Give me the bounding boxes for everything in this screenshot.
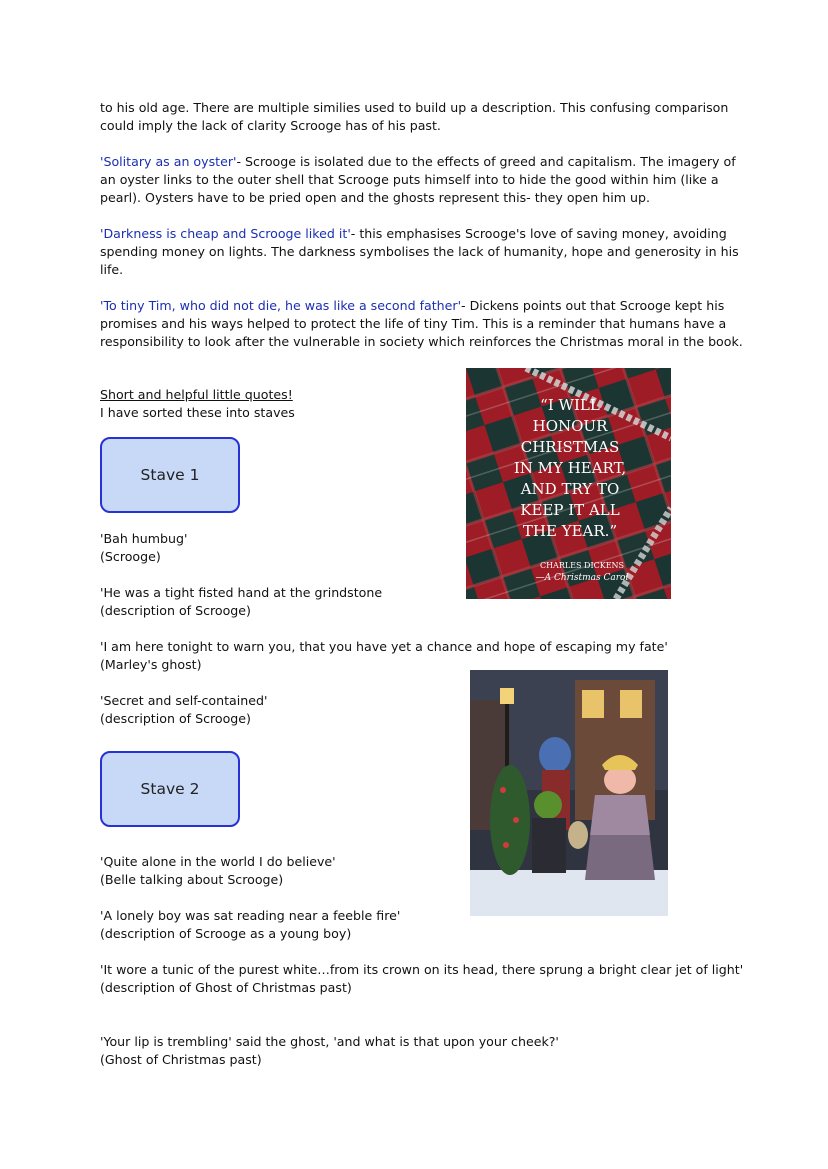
- poster-work: —A Christmas Carol: [535, 573, 629, 583]
- section-heading: Short and helpful little quotes!: [100, 387, 293, 402]
- text-line: an oyster links to the outer shell that Scrooge puts himself into to hide the good within him (like a: [100, 172, 719, 187]
- text-line: spending money on lights. The darkness symbolises the lack of humanity, hope and generosity in his: [100, 244, 739, 259]
- stave-1-box: [100, 437, 240, 513]
- paragraph-darkness: [100, 225, 739, 279]
- quote-speaker: (description of Scrooge): [100, 603, 251, 618]
- quote-item: [100, 1033, 559, 1069]
- poster-line: “I WILL: [540, 396, 600, 414]
- quote-item: [100, 638, 668, 674]
- poster-line: KEEP IT ALL: [520, 501, 620, 519]
- poster-line: CHRISTMAS: [520, 438, 620, 456]
- analysis-text: - Dickens points out that Scrooge kept his: [461, 298, 725, 313]
- paragraph-tiny-tim: [100, 297, 743, 351]
- paragraph-oyster: [100, 153, 736, 207]
- text-line: responsibility to look after the vulnerable in society which reinforces the Christmas moral in the book.: [100, 334, 743, 349]
- quote-text: 'Your lip is trembling' said the ghost, 'and what is that upon your cheek?': [100, 1034, 559, 1049]
- quote-speaker: (description of Ghost of Christmas past): [100, 980, 352, 995]
- quote-speaker: (Marley's ghost): [100, 657, 202, 672]
- quote-item: [100, 530, 187, 566]
- stave-label: Stave 2: [140, 780, 200, 798]
- stave-label: Stave 1: [140, 466, 200, 484]
- poster-line: HONOUR: [532, 417, 608, 435]
- christmas-quote-poster-image: [466, 368, 671, 599]
- text-line: life.: [100, 262, 124, 277]
- poster-line: IN MY HEART,: [513, 459, 627, 477]
- poster-line: AND TRY TO: [520, 480, 620, 498]
- quote-speaker: (description of Scrooge): [100, 711, 251, 726]
- quote-text: 'It wore a tunic of the purest white…from its crown on its head, there sprung a bright clear jet of light': [100, 962, 744, 977]
- text-line: promises and his ways helped to protect the life of tiny Tim. This is a reminder that humans have a: [100, 316, 727, 331]
- quote-speaker: (Belle talking about Scrooge): [100, 872, 284, 887]
- poster-line: THE YEAR.”: [522, 522, 618, 540]
- quote-item: [100, 584, 382, 620]
- paragraph-intro: [100, 99, 728, 135]
- quote-speaker: (description of Scrooge as a young boy): [100, 926, 352, 941]
- analysis-text: - this emphasises Scrooge's love of saving money, avoiding: [350, 226, 727, 241]
- quote-item: [100, 692, 267, 728]
- quote-text: 'To tiny Tim, who did not die, he was like a second father': [100, 298, 462, 313]
- poster-author: CHARLES DICKENS: [539, 561, 625, 570]
- stave-2-box: [100, 751, 240, 827]
- text-line: to his old age. There are multiple similies used to build up a description. This confusing comparison: [100, 100, 729, 115]
- quote-item: [100, 853, 336, 889]
- quote-text: 'Quite alone in the world I do believe': [100, 854, 336, 869]
- text-line: pearl). Oysters have to be pried open and the ghosts represent this- they open him up.: [100, 190, 651, 205]
- quote-item: [100, 961, 743, 997]
- section-subheading: I have sorted these into staves: [100, 405, 295, 420]
- quote-text: 'Bah humbug': [100, 531, 188, 546]
- quotes-section-header: [100, 386, 295, 422]
- quote-text: 'Solitary as an oyster': [100, 154, 237, 169]
- quote-item: [100, 907, 400, 943]
- analysis-text: - Scrooge is isolated due to the effects of greed and capitalism. The imagery of: [236, 154, 736, 169]
- quote-speaker: (Scrooge): [100, 549, 161, 564]
- quote-text: 'Darkness is cheap and Scrooge liked it': [100, 226, 351, 241]
- quote-text: 'Secret and self-contained': [100, 693, 268, 708]
- quote-text: 'I am here tonight to warn you, that you have yet a chance and hope of escaping my fate': [100, 639, 668, 654]
- quote-text: 'He was a tight fisted hand at the grindstone: [100, 585, 383, 600]
- quote-text: 'A lonely boy was sat reading near a feeble fire': [100, 908, 401, 923]
- muppet-christmas-carol-image: [470, 670, 668, 916]
- quote-speaker: (Ghost of Christmas past): [100, 1052, 262, 1067]
- text-line: could imply the lack of clarity Scrooge has of his past.: [100, 118, 441, 133]
